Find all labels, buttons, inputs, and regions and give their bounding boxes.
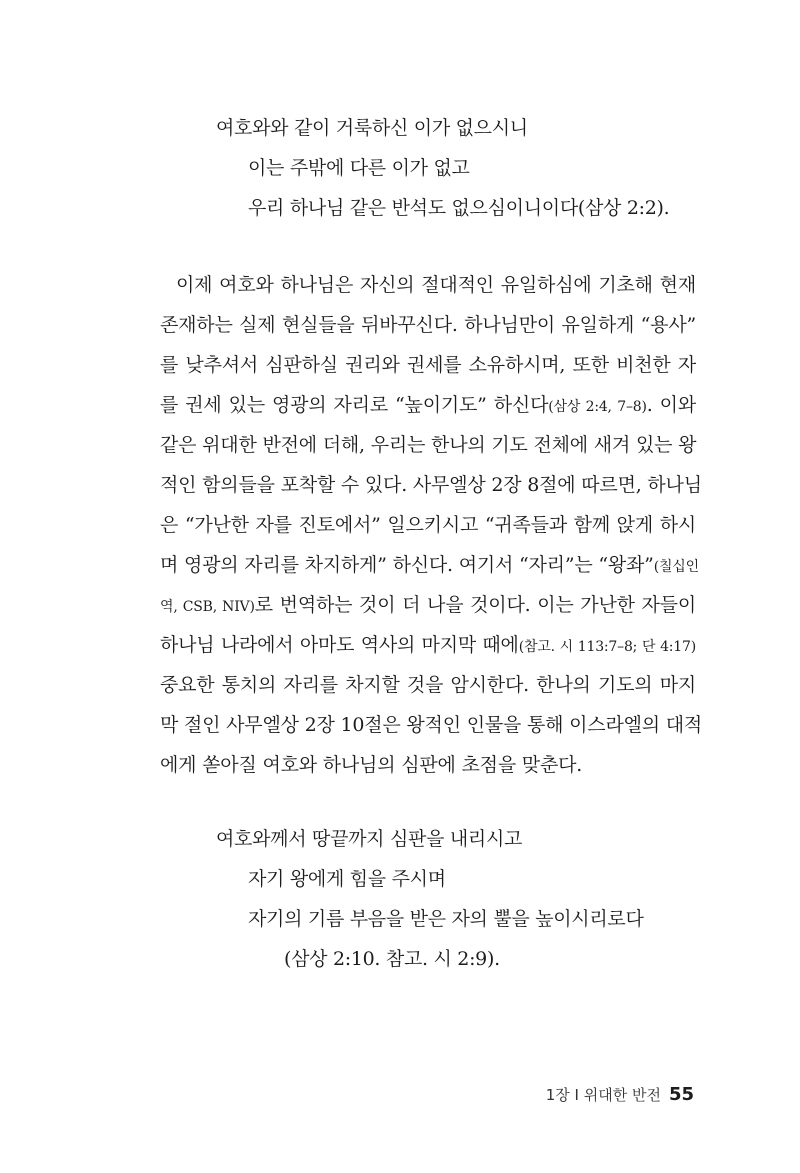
- quote-line: 자기 왕에게 힘을 주시며: [248, 868, 446, 890]
- chapter-title: 1장 I 위대한 반전: [545, 1086, 661, 1104]
- paragraph-line: 하나님 나라에서 아마도 역사의 마지막 때에(참고. 시 113:7–8; 단 4:17): [160, 634, 696, 656]
- page-footer: [546, 1084, 694, 1105]
- paragraph-line: 에게 쏟아질 여호와 하나님의 심판에 초점을 맞춘다.: [160, 754, 583, 776]
- quote-line: 여호와와 같이 거룩하신 이가 없으시니: [216, 117, 528, 139]
- quote-line: 이는 주밖에 다른 이가 없고: [248, 157, 470, 179]
- paragraph-line: 존재하는 실제 현실들을 뒤바꾸신다. 하나님만이 유일하게 “용사”: [160, 314, 696, 336]
- citation: (칠십인: [653, 559, 699, 575]
- paragraph-line: 며 영광의 자리를 차지하게” 하신다. 여기서 “자리”는 “왕좌”(칠십인: [160, 554, 699, 576]
- paragraph-line: 이제 여호와 하나님은 자신의 절대적인 유일하심에 기초해 현재: [176, 274, 696, 296]
- page-number: 55: [668, 1084, 694, 1105]
- paragraph-line: 막 절인 사무엘상 2장 10절은 왕적인 인물을 통해 이스라엘의 대적: [160, 714, 703, 736]
- paragraph-line: 중요한 통치의 자리를 차지할 것을 암시한다. 한나의 기도의 마지: [160, 674, 696, 696]
- paragraph-line: 적인 함의들을 포착할 수 있다. 사무엘상 2장 8절에 따르면, 하나님: [160, 474, 702, 496]
- quote-line: 자기의 기름 부음을 받은 자의 뿔을 높이시리로다: [248, 908, 644, 930]
- quote-line: 우리 하나님 같은 반석도 없으심이니이다(삼상 2:2).: [248, 197, 670, 219]
- citation: (삼상 2:4, 7–8): [548, 399, 647, 415]
- paragraph-line: 역, CSB, NIV)로 번역하는 것이 더 나을 것이다. 이는 가난한 자들이: [160, 594, 696, 616]
- paragraph-line: 를 낮추셔서 심판하실 권리와 권세를 소유하시며, 또한 비천한 자: [160, 354, 696, 376]
- paragraph-line: 같은 위대한 반전에 더해, 우리는 한나의 기도 전체에 새겨 있는 왕: [160, 434, 697, 456]
- quote-citation: (삼상 2:10. 참고. 시 2:9).: [284, 948, 500, 970]
- citation: 역, CSB, NIV): [160, 599, 255, 615]
- paragraph-line: 를 권세 있는 영광의 자리로 “높이기도” 하신다(삼상 2:4, 7–8). 이와: [160, 394, 696, 416]
- paragraph-line: 은 “가난한 자를 진토에서” 일으키시고 “귀족들과 함께 앉게 하시: [160, 514, 696, 536]
- citation: (참고. 시 113:7–8; 단 4:17): [518, 639, 696, 655]
- quote-line: 여호와께서 땅끝까지 심판을 내리시고: [216, 828, 523, 850]
